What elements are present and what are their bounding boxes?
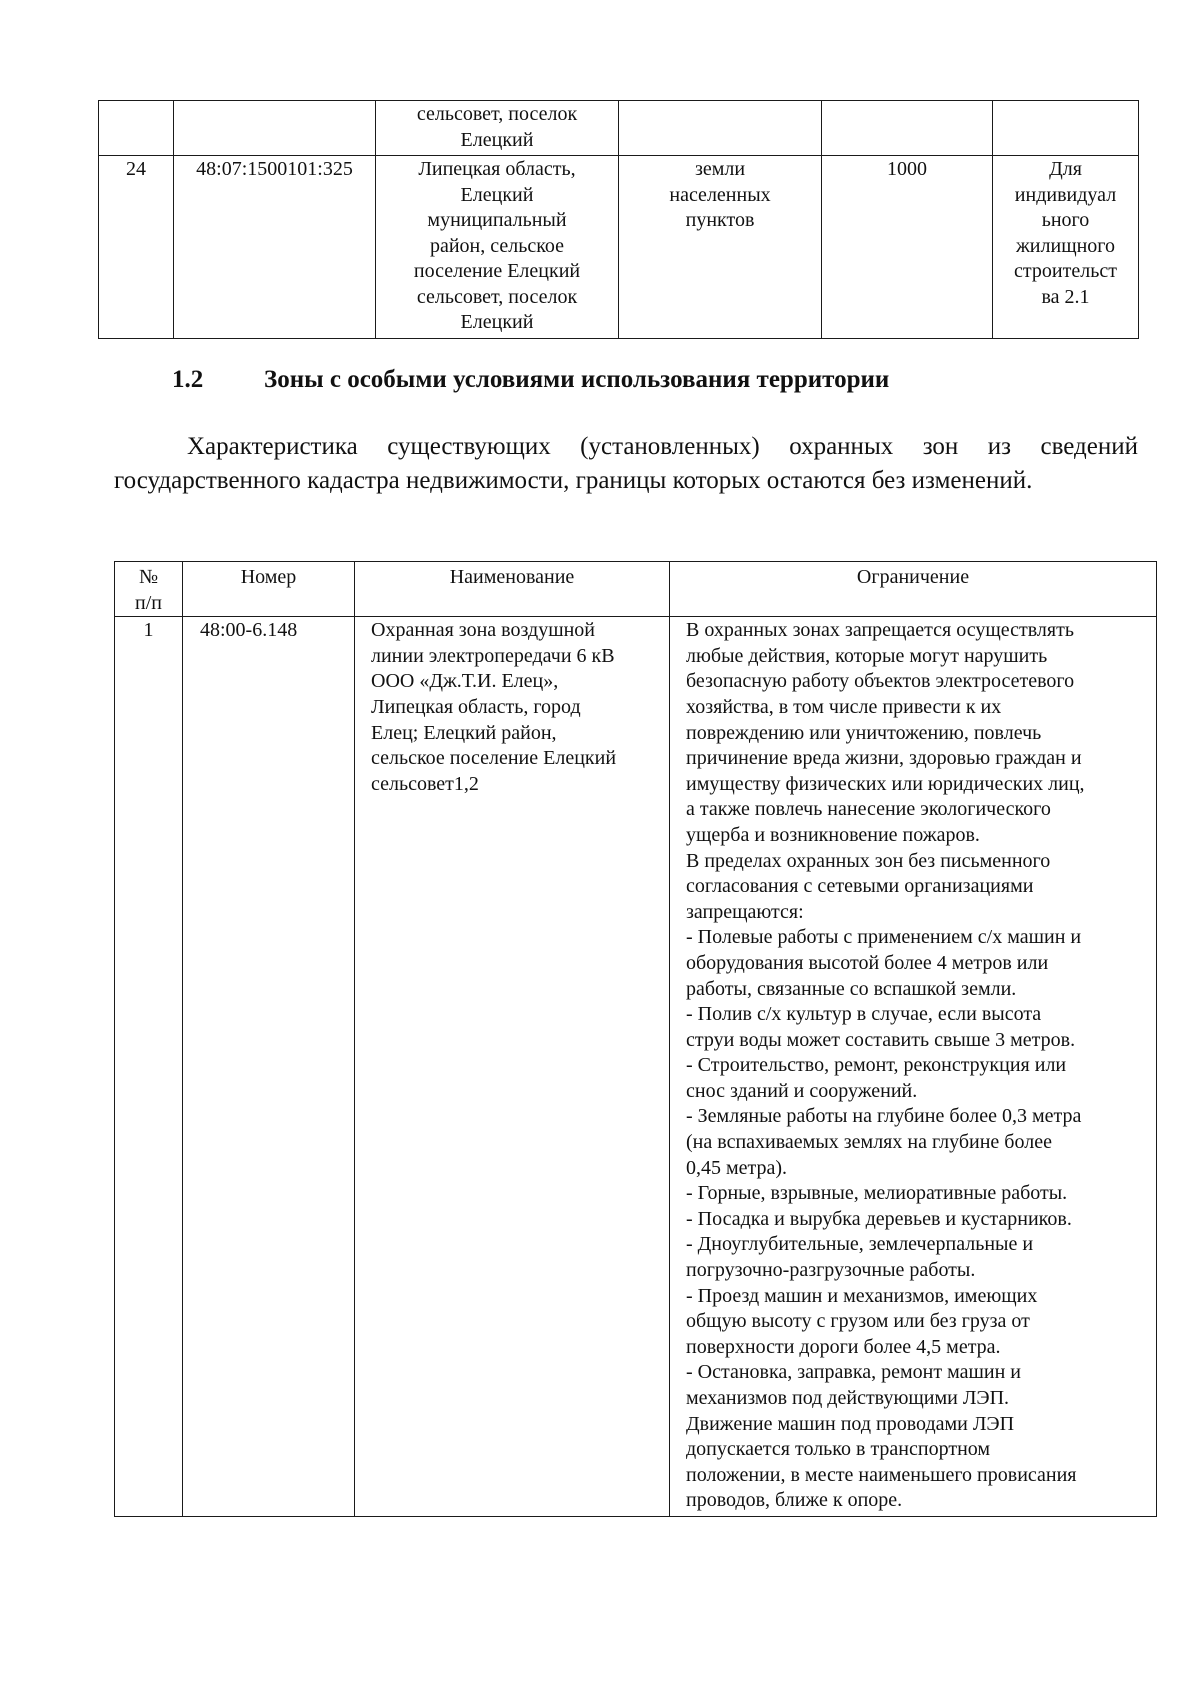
text-line: а также повлечь нанесение экологического — [686, 798, 1051, 821]
text-line: населенных — [669, 183, 771, 206]
text-line: ущерба и возникновение пожаров. — [686, 823, 980, 846]
text-line: пунктов — [685, 209, 755, 231]
row-number — [99, 101, 174, 156]
section-number: 1.2 — [172, 366, 204, 393]
text-line: - Горные, взрывные, мелиоративные работы. — [686, 1182, 1068, 1205]
area — [822, 101, 993, 156]
text-line: положении, в месте наименьшего провисания — [686, 1463, 1077, 1486]
header-restriction: Ограничение — [670, 562, 1157, 617]
text-line: сельсовет, поселок — [416, 285, 578, 308]
text-line: проводов, ближе к опоре. — [686, 1489, 903, 1512]
table-row — [99, 156, 1139, 339]
cadastral-number — [174, 101, 376, 156]
text-line: Елецкий — [460, 128, 534, 151]
text-line: - Дноуглубительные, землечерпальные и — [686, 1233, 1034, 1256]
text-line: линии электропередачи 6 кВ — [371, 644, 615, 667]
text-line: жилищного — [1015, 234, 1115, 257]
section-heading — [172, 366, 889, 394]
text-line: ООО «Дж.Т.И. Елец», — [371, 670, 559, 693]
text-line: погрузочно-разгрузочные работы. — [686, 1259, 976, 1282]
permitted-use — [993, 101, 1139, 156]
header-id: Номер — [183, 562, 355, 617]
cadastral-number: 48:07:1500101:325 — [174, 156, 376, 339]
permitted-use — [993, 156, 1139, 339]
land-plots-table-body — [99, 101, 1139, 339]
text-line: - Полив с/х культур в случае, если высота — [686, 1003, 1042, 1026]
text-line: поселение Елецкий — [413, 260, 581, 282]
text-line: снос зданий и сооружений. — [686, 1079, 918, 1102]
text-line: механизмов под действующими ЛЭП. — [686, 1387, 1010, 1409]
text-line: Охранная зона воздушной — [371, 619, 595, 642]
zone-id: 48:00-6.148 — [183, 617, 355, 1517]
text-line: повреждению или уничтожению, повлечь — [686, 721, 1042, 744]
zone-name — [355, 617, 670, 1517]
text-line: Елецкий — [460, 311, 534, 333]
text-line: оборудования высотой более 4 метров или — [686, 951, 1049, 974]
text-line: муниципальный — [427, 209, 567, 231]
text-line: строительст — [1014, 260, 1117, 282]
text-line: общую высоту с грузом или без груза от — [686, 1310, 1030, 1333]
address — [376, 156, 619, 339]
text-line: Елец; Елецкий район, — [371, 721, 557, 744]
land-category — [619, 156, 822, 339]
text-line: причинение вреда жизни, здоровью граждан и — [686, 747, 1082, 770]
text-line: согласования с сетевыми организациями — [686, 875, 1034, 898]
header-name: Наименование — [355, 562, 670, 617]
text-line: - Земляные работы на глубине более 0,3 метра — [686, 1105, 1082, 1128]
text-line: (на вспахиваемых землях на глубине более — [686, 1131, 1052, 1154]
text-line: любые действия, которые могут нарушить — [686, 644, 1048, 667]
text-line: - Проезд машин и механизмов, имеющих — [686, 1284, 1038, 1307]
text-line: безопасную работу объектов электросетевого — [686, 670, 1075, 693]
text-line: земли — [694, 158, 746, 180]
text-line: имуществу физических или юридических лиц, — [686, 772, 1085, 795]
row-number: 24 — [99, 156, 174, 339]
text-line: сельсовет, поселок — [416, 103, 578, 125]
text-line: Для — [1049, 158, 1082, 180]
text-line: - Полевые работы с применением с/х машин и — [686, 926, 1082, 949]
area: 1000 — [822, 156, 993, 339]
section-title: Зоны с особыми условиями использования территории — [264, 366, 890, 393]
table-row — [99, 101, 1139, 156]
header-num: № п/п — [115, 562, 183, 617]
text-line: район, сельское — [429, 234, 565, 257]
table-row — [115, 617, 1157, 1517]
text-line: запрещаются: — [686, 900, 804, 923]
zone-restriction — [670, 617, 1157, 1517]
text-line: сельское поселение Елецкий — [371, 747, 617, 770]
text-line: допускается только в транспортном — [686, 1438, 991, 1461]
protection-zones-table — [114, 561, 1157, 1517]
text-line: работы, связанные со вспашкой земли. — [686, 977, 1017, 1000]
text-line: Липецкая область, — [418, 158, 576, 180]
text-line: В охранных зонах запрещается осуществлять — [686, 619, 1074, 642]
text-line: сельсовет1,2 — [371, 772, 479, 795]
table-header-row — [115, 562, 1157, 617]
text-line: ва 2.1 — [1041, 285, 1090, 308]
text-line: Елецкий — [460, 183, 534, 206]
text-line: - Строительство, ремонт, реконструкция или — [686, 1054, 1067, 1077]
text-line: Движение машин под проводами ЛЭП — [686, 1412, 1015, 1435]
text-line: Липецкая область, город — [371, 695, 581, 718]
text-line: 0,45 метра). — [686, 1156, 788, 1179]
text-line: поверхности дороги более 4,5 метра. — [686, 1335, 1001, 1358]
text-line: индивидуал — [1014, 183, 1117, 206]
zone-num: 1 — [115, 617, 183, 1517]
intro-paragraph: Характеристика существующих (установленных) охранных зон из сведений государственного кадастра недвижимости, границы которых остаются без изменений. — [114, 433, 1138, 494]
text-line: хозяйства, в том числе привести к их — [686, 695, 1002, 718]
land-plots-table — [98, 100, 1139, 339]
land-category — [619, 101, 822, 156]
text-line: - Посадка и вырубка деревьев и кустарников. — [686, 1207, 1072, 1230]
text-line: В пределах охранных зон без письменного — [686, 849, 1051, 872]
address — [376, 101, 619, 156]
text-line: ьного — [1041, 209, 1090, 231]
text-line: струи воды может составить свыше 3 метров. — [686, 1028, 1076, 1051]
text-line: - Остановка, заправка, ремонт машин и — [686, 1361, 1021, 1384]
